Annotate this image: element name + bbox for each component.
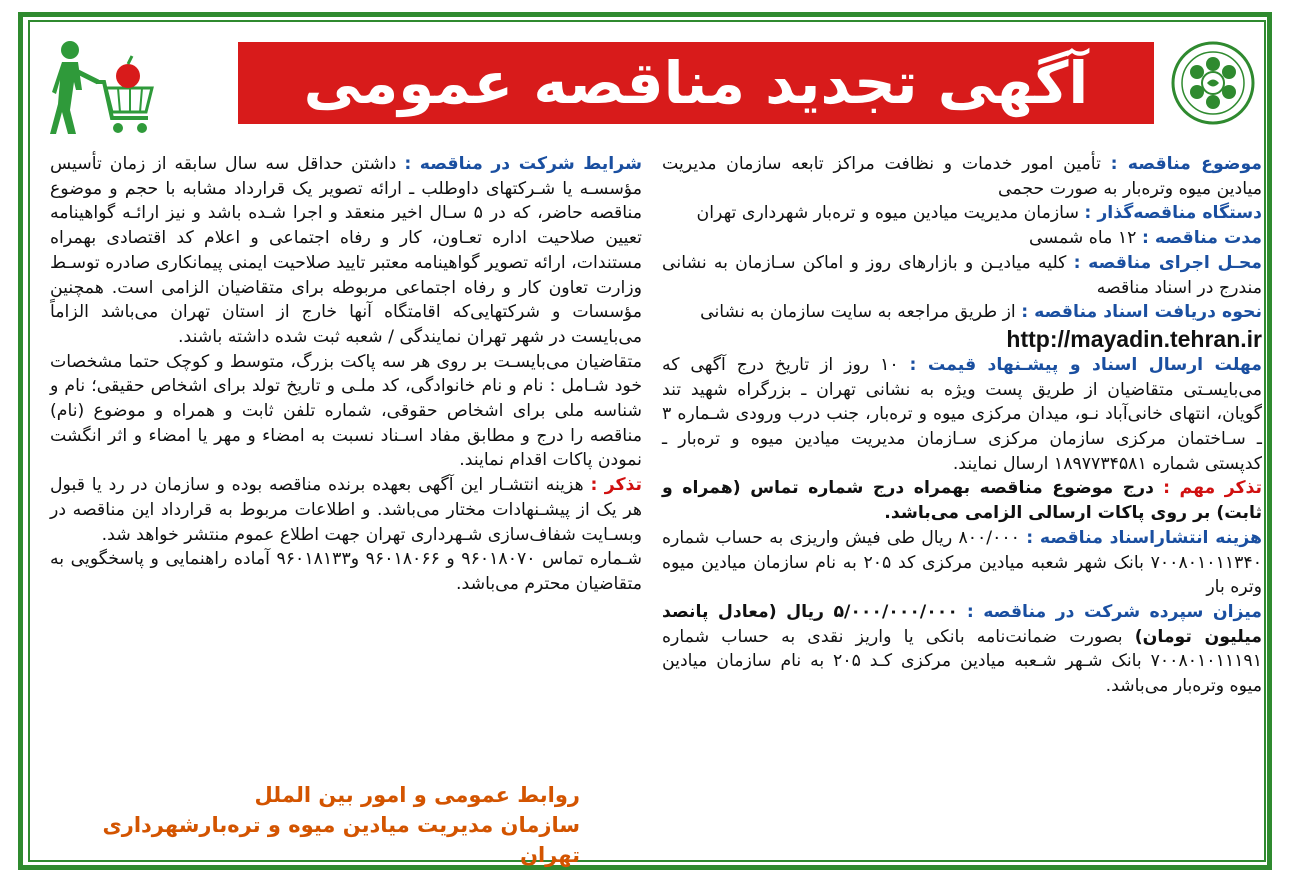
docs-label: نحوه دریافت اسناد مناقصه :: [1021, 302, 1262, 323]
note-label: تذکر :: [590, 475, 643, 496]
title-banner: [238, 42, 1154, 124]
deposit-text: بصورت ضمانت‌نامه بانکی یا واریز نقدی به حساب شماره ۷۰۰۸۰۱۰۱۱۱۹۱ بانک شـهر شـعبه میادین مرکزی کـد ۲۰۵ به نام سازمان میادین میوه وتره‌بار می‌باشد.: [662, 626, 1262, 697]
conditions-label: شرایط شرکت در مناقصه :: [404, 154, 642, 174]
left-column: [50, 152, 642, 597]
place-paragraph: [662, 251, 1262, 300]
right-column: [662, 152, 1262, 699]
deposit-label: میزان سپرده شرکت در مناقصه :: [966, 601, 1263, 622]
cost-text: ۸۰۰/۰۰۰ ریال طی فیش واریزی به حساب شماره ۷۰۰۸۰۱۰۱۱۳۴۰ بانک شهر شعبه میادین مرکزی کد ۲۰۵ به نام سازمان میادین میوه وتره بار: [662, 527, 1262, 598]
municipality-logo-icon: [1170, 40, 1256, 126]
docs-text: از طریق مراجعه به سایت سازمان به نشانی: [700, 302, 1016, 323]
deadline-label: مهلت ارسال اسناد و پیشـنهاد قیمت :: [909, 354, 1262, 375]
important-note-paragraph: [662, 476, 1262, 525]
subject-text: تأمین امور خدمات و نظافت مراکز تابعه سازمان مدیریت میادین میوه وتره‌بار به صورت حجمی: [662, 154, 1262, 199]
signature-line-2: سازمان مدیریت میادین میوه و تره‌بارشهرداری تهران: [102, 813, 580, 867]
conditions-paragraph: [50, 152, 642, 350]
duration-text: ۱۲ ماه شمسی: [1029, 228, 1137, 249]
deposit-paragraph: [662, 600, 1262, 699]
important-note-label: تذکر مهم :: [1163, 478, 1263, 499]
duration-paragraph: [662, 226, 1262, 251]
important-note-text: درج موضوع مناقصه بهمراه درج شماره تماس (همراه و ثابت) بر روی پاکات ارسالی الزامی می‌باشد.: [662, 478, 1262, 524]
organizer-label: دستگاه مناقصه‌گذار :: [1084, 203, 1262, 224]
place-label: محـل اجرای مناقصه :: [1073, 252, 1262, 273]
signature-line-1: روابط عمومی و امور بین الملل: [254, 783, 580, 807]
duration-label: مدت مناقصه :: [1141, 228, 1262, 249]
contact-paragraph: [50, 547, 642, 596]
deadline-text: ۱۰ روز از تاریخ درج آگهی که می‌بایسـتی متقاضیان از طریق پست ویژه به نشانی تهران ـ بزرگراه شهید تند گویان، انتهای خانی‌آباد نـو، میدان مرکزی میوه و تره‌بار، جنب درب ورودی شـماره ۳ ـ سـاختمان مرکزی سازمان مرکزی سـازمان مدیریت میادین میوه و تره‌بار ـ کدپستی شماره ۱۸۹۷۷۳۴۵۸۱ ارسال نمایند.: [662, 354, 1262, 474]
conditions-text: داشتن حداقل سه سال سابقه از زمان تأسیس مؤسسـه یا شـرکتهای داوطلب ـ ارائه تصویر یک قرارداد مشابه با حجم و موضوع مناقصه حاضر، که در ۵ سـال اخیر منعقد و اجرا شـده باشد و نیز ارائـه گواهینامه تعیین صلاحیت اداره تعـاون، کار و رفاه اجتماعی و اعلام کد اقتصادی بهمراه مستندات، ارائه تصویر گواهینامه معتبر تایید صلاحیت ایمنی پیمانکاری صادره توسـط وزارت تعاون کار و رفاه اجتماعی مربوطه برای متقاضیان الزامی است. همچنین مؤسسات و شرکتهایی‌که اقامتگاه آنها خارج از استان تهران می‌باشد الزاماً می‌بایست در شهر تهران نمایندگی / شعبه ثبت شده داشته باشند.: [50, 154, 642, 347]
cost-label: هزینه انتشاراسناد مناقصه :: [1026, 527, 1262, 548]
deadline-paragraph: [662, 353, 1262, 477]
cost-paragraph: [662, 526, 1262, 600]
page-title: آگهی تجدید مناقصه عمومی: [303, 49, 1089, 117]
place-text: کلیه میادیـن و بازارهای روز و اماکن سـازمان به نشانی مندرج در اسناد مناقصه: [662, 252, 1262, 298]
signature-block: [60, 780, 580, 870]
docs-paragraph: [662, 300, 1262, 353]
packets-text: متقاضیان می‌بایسـت بر روی هر سه پاکت بزرگ، متوسط و کوچک حتما مشخصات خود شـامل : نام و نام خانوادگی، کد ملـی و تاریخ تولد برای اشخاص حقیقی؛ نام و شناسه ملی برای اشخاص حقوقی، شماره تلفن ثابت و همراه و موضوع (نام) مناقصه را درج و مطابق مفاد اسـناد نسبت به امضاء و مهر یا امضاء و اثر انگشت نمودن پاکات اقدام نمایند.: [50, 351, 642, 471]
packets-paragraph: [50, 350, 642, 474]
deposit-amount: ۵/۰۰۰/۰۰۰/۰۰۰ ریال (معادل پانصد میلیون تومان): [662, 601, 1262, 647]
organizer-text: سازمان مدیریت میادین میوه و تره‌بار شهرداری تهران: [696, 203, 1079, 224]
note-text: هزینه انتشـار این آگهی بعهده برنده مناقصه بوده و سازمان در رد یا قبول هر یک از پیشـنهادات مختار می‌باشد. و اطلاعات مربوط به قرارداد این مناقصه در وبسـایت شفاف‌سازی شـهرداری تهران جهت اطلاع عموم منتشر خواهد شد.: [50, 475, 642, 545]
organizer-paragraph: [662, 201, 1262, 226]
website-link[interactable]: http://mayadin.tehran.ir: [1006, 325, 1262, 352]
contact-text: شـماره تماس ۹۶۰۱۸۰۷۰ و ۹۶۰۱۸۰۶۶ و۹۶۰۱۸۱۳۳ آماده راهنمایی و پاسخگویی به متقاضیان محترم می‌باشد.: [50, 549, 642, 594]
note-paragraph: [50, 473, 642, 547]
subject-paragraph: [662, 152, 1262, 201]
shopping-cart-icon: [48, 38, 158, 138]
subject-label: موضوع مناقصه :: [1110, 154, 1263, 174]
